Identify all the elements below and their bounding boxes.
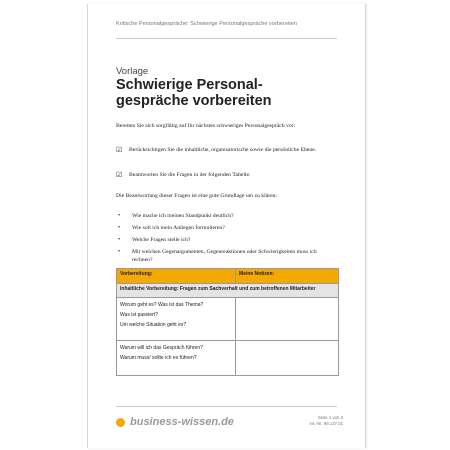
question-cell [117,341,236,376]
question-line: Warum muss/ sollte ich es führen? [120,355,197,361]
notes-cell[interactable] [236,298,339,341]
question-line: Um welche Situation geht es? [120,322,187,328]
header-divider [116,38,337,39]
page-info [309,415,343,427]
doc-kicker: Vorlage [116,66,149,77]
table-header-notes: Meine Notizen: [236,269,339,284]
brand-wordmark: business-wissen.de [130,416,234,428]
document-page [87,4,366,448]
question-cell [117,298,236,341]
intro-paragraph: Bereiten Sie sich sorgfältig auf Ihr nächstes schwieriges Personalgespräch vor: [116,123,296,129]
table-section-title: Inhaltliche Vorbereitung: Fragen zum Sachverhalt und zum betroffenen Mitarbeiter [117,284,339,298]
doc-title-line-1: Schwierige Personal- [116,77,263,93]
bullet-icon: • [118,225,121,231]
doc-title-line-2: gespräche vorbereiten [116,93,272,109]
checklist-item-text: Berücksichtigen Sie die inhaltliche, organisatorische sowie die persönliche Ebene. [129,147,317,153]
bullet-icon: • [118,213,121,219]
preparation-table [116,268,339,376]
table-header-row [117,269,339,284]
bullet-text: Wie mache ich meinen Standpunkt deutlich? [132,213,234,219]
bullet-text: Welche Fragen stelle ich? [132,237,191,243]
question-line: Was ist passiert? [120,312,158,318]
question-line: Worum geht es? Was ist das Thema? [120,302,204,308]
logo-dot-icon [116,418,125,427]
table-row [117,298,339,341]
footer-divider [116,406,337,407]
checklist-item-text: Beantworten Sie die Fragen in der folgenden Tabelle. [129,172,251,178]
doc-title [116,77,336,109]
table-row [117,341,339,376]
lead-paragraph: Die Beantwortung dieser Fragen ist eine gute Grundlage um zu klären: [116,193,278,199]
table-section-row [117,284,339,298]
notes-cell[interactable] [236,341,339,376]
question-line: Warum will ich das Gespräch führen? [120,345,203,351]
checked-box-icon: ☑ [116,171,123,179]
checked-box-icon: ☑ [116,146,123,154]
bullet-icon: • [118,237,121,243]
running-header: Kritische Personalgespräche: Schwierige Personalgespräche vorbereiten [116,21,297,27]
bullet-icon: • [118,249,121,255]
article-number: Art.-Nr. 99.137.01 [309,421,343,426]
bullet-text: Mit welchen Gegenargumenten, Gegenreaktionen oder Schwierigkeiten muss ich rechnen? [132,249,317,263]
page-number: Seite 1 von 3 [317,415,343,420]
table-header-preparation: Vorbereitung: [117,269,236,284]
bullet-text: Wie soll ich mein Anliegen formulieren? [132,225,225,231]
